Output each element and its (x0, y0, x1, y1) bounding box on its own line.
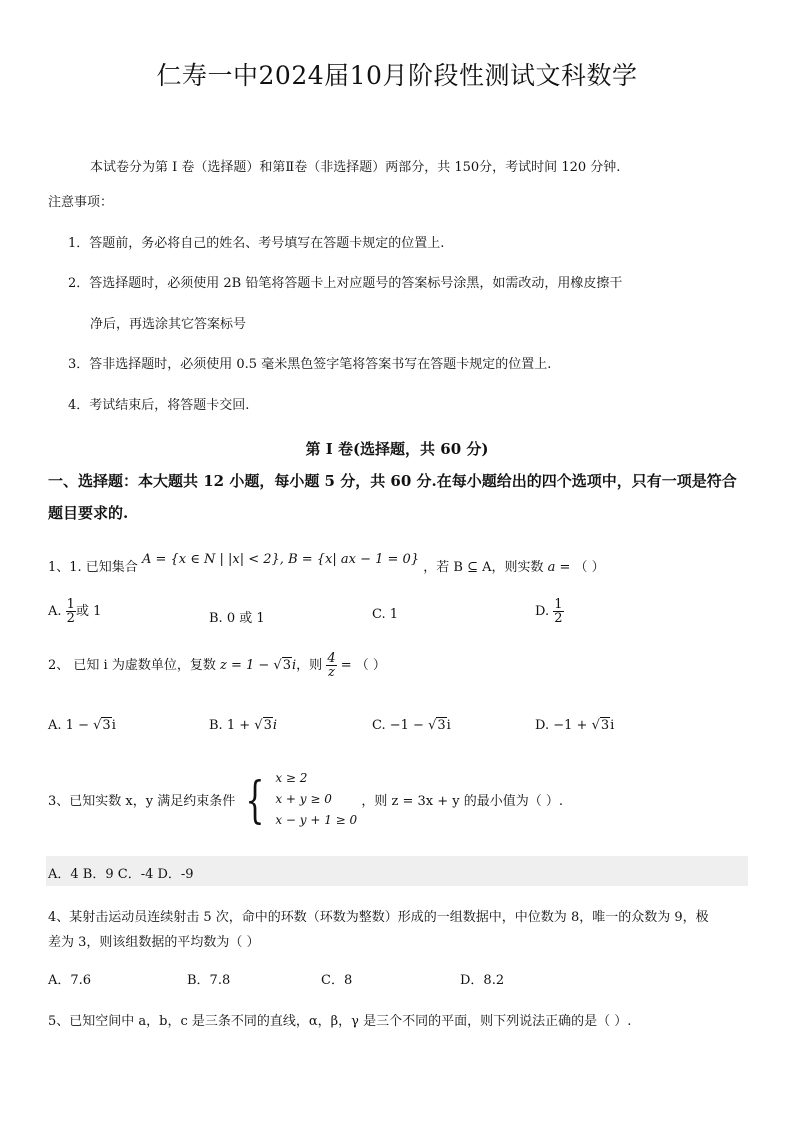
q1-option-a-num: 1 (66, 597, 75, 612)
q3-constraint-1: x ≥ 2 (275, 771, 308, 785)
page-title: 仁寿一中2024届10月阶段性测试文科数学 (156, 61, 638, 90)
q2-option-d (535, 718, 614, 733)
notice-item-1: 1．答题前，务必将自己的姓名、考号填写在答题卡规定的位置上. (68, 236, 445, 251)
q1-option-a-fraction (66, 598, 76, 625)
q1-option-d-den: 2 (554, 611, 563, 626)
question-4-line1: 4、某射击运动员连续射击 5 次，命中的环数（环数为整数）形成的一组数据中，中位数为 8，唯一的众数为 9，极 (48, 910, 709, 925)
q2-option-b-imag: i (272, 718, 278, 733)
question-5: 5、已知空间中 a，b，c 是三条不同的直线，α，β，γ 是三个不同的平面，则下列说法正确的是（ ）. (48, 1014, 632, 1029)
q4-option-d: D．8.2 (460, 973, 505, 988)
q2-option-d-imag: i (610, 718, 615, 733)
q2-z-expression: z = 1 − (219, 658, 274, 673)
question-2 (48, 652, 386, 679)
q2-sqrt: √3 (273, 658, 291, 673)
q1-set-definition: A = {x ∈ N | |x| < 2}, B = {x| ax − 1 = 0} (141, 552, 420, 567)
q2-suffix: = （ ） (336, 658, 386, 673)
q2-option-a-sqrt: √3 (93, 718, 111, 733)
q2-option-c-imag: i (446, 718, 451, 733)
notice-item-4: 4．考试结束后，将答题卡交回. (68, 398, 250, 413)
q1-option-b: B. 0 或 1 (209, 611, 265, 626)
q3-suffix: ，则 z = 3x + y 的最小值为（ ）. (361, 794, 563, 809)
q1-option-a-den: 2 (66, 611, 75, 626)
q2-radicand: 3 (282, 658, 291, 673)
notice-item-2-cont: 净后，再选涂其它答案标号 (90, 317, 247, 332)
q1-mid: ，若 B ⊆ A，则实数 (423, 560, 544, 575)
q2-option-d-sqrt: √3 (591, 718, 610, 733)
q3-constraints (275, 768, 357, 831)
q2-option-c-expr: −1 − (389, 718, 429, 733)
q2-fraction (326, 652, 336, 679)
q2-option-b-label: B. (209, 718, 223, 733)
q2-option-a-expr: 1 − (65, 718, 94, 733)
q2-option-b (209, 718, 277, 733)
q2-z-imag: i (291, 658, 297, 673)
q3-brace: { (245, 770, 265, 829)
q2-option-a-radicand: 3 (102, 718, 111, 733)
q2-fraction-num: 4 (327, 651, 336, 666)
q3-constraint-2: x + y ≥ 0 (275, 792, 332, 806)
q1-prefix: 1、1. 已知集合 (48, 560, 138, 575)
q2-option-b-sqrt: √3 (254, 718, 272, 733)
q1-option-d (535, 598, 564, 625)
q2-option-b-radicand: 3 (263, 718, 272, 733)
q4-option-c: C．8 (321, 973, 353, 988)
exam-intro: 本试卷分为第 I 卷（选择题）和第Ⅱ卷（非选择题）两部分，共 150分，考试时间 120 分钟. (90, 160, 621, 175)
q2-option-a-imag: i (111, 718, 116, 733)
q3-constraint-3: x − y + 1 ≥ 0 (275, 813, 358, 827)
q3-options: A．4 B．9 C．-4 D．-9 (48, 867, 194, 882)
q1-option-d-label: D. (535, 604, 550, 619)
q4-option-a: A．7.6 (48, 973, 92, 988)
q1-suffix: = （ ） (555, 560, 605, 575)
q1-option-a-label: A. (48, 604, 62, 619)
q1-option-d-num: 1 (554, 597, 563, 612)
q2-option-d-expr: −1 + (553, 718, 592, 733)
q1-option-a (48, 598, 101, 625)
notice-item-3: 3．答非选择题时，必须使用 0.5 毫米黑色签字笔将答案书写在答题卡规定的位置上. (68, 357, 552, 372)
question-4-line2: 差为 3，则该组数据的平均数为（ ） (48, 935, 260, 950)
notice-title: 注意事项： (48, 195, 114, 210)
q2-option-c (372, 718, 451, 733)
q1-option-c: C. 1 (372, 607, 399, 622)
q4-option-b: B．7.8 (187, 973, 231, 988)
q2-option-c-sqrt: √3 (428, 718, 446, 733)
notice-item-2: 2．答选择题时，必须使用 2B 铅笔将答题卡上对应题号的答案标号涂黑，如需改动，用橡皮擦干 (68, 276, 623, 291)
q1-option-a-tail: 或 1 (75, 604, 102, 619)
q2-fraction-den: z (328, 665, 335, 680)
q2-option-d-label: D. (535, 718, 550, 733)
q1-variable: a (547, 560, 556, 575)
part-instructions-line2: 题目要求的. (48, 504, 129, 522)
q3-prefix: 3、已知实数 x，y 满足约束条件 (48, 794, 236, 809)
q1-option-d-fraction (553, 598, 563, 625)
section-title: 第 I 卷(选择题，共 60 分) (305, 440, 489, 458)
q2-prefix: 2、 已知 i 为虚数单位，复数 (48, 658, 216, 673)
q2-option-c-radicand: 3 (437, 718, 446, 733)
q2-option-d-radicand: 3 (600, 718, 610, 733)
q2-then: ，则 (296, 658, 323, 673)
question-1 (48, 552, 605, 575)
question-3 (48, 768, 563, 831)
part-instructions-line1: 一、选择题：本大题共 12 小题，每小题 5 分，共 60 分.在每小题给出的四个选项中，只有一项是符合 (48, 472, 737, 490)
q2-option-b-expr: 1 + (226, 718, 255, 733)
q2-option-c-label: C. (372, 718, 386, 733)
q2-option-a-label: A. (48, 718, 62, 733)
q2-option-a (48, 718, 116, 733)
